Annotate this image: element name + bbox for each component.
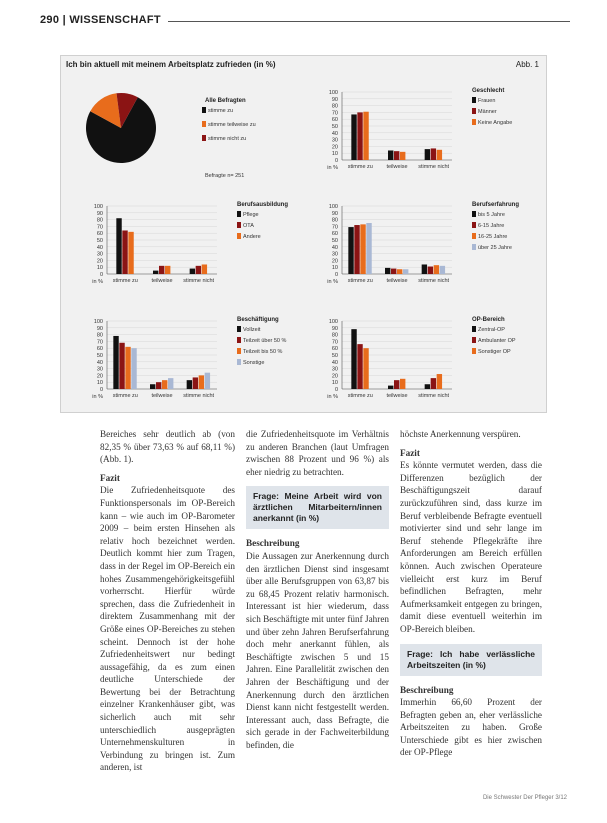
- legend-label: über 25 Jahre: [478, 245, 512, 251]
- legend-label: stimme teilweise zu: [208, 122, 256, 128]
- legend-title: Berufsausbildung: [237, 202, 289, 208]
- y-tick-label: 60: [96, 231, 103, 238]
- y-tick-label: 30: [331, 251, 338, 258]
- y-tick-label: 60: [331, 117, 338, 124]
- legend-label: 16-25 Jahre: [478, 234, 508, 240]
- y-tick-label: 70: [96, 339, 103, 346]
- y-tick-label: 0: [334, 272, 338, 278]
- text-column-3: [400, 428, 542, 765]
- y-tick-label: 60: [96, 346, 103, 353]
- legend-label: Sonstiger OP: [478, 349, 511, 355]
- x-tick-label: stimme nicht: [183, 278, 215, 284]
- paragraph: Die Zufriedenheitsquote des Funktionspersonals im OP-Bereich kann – wie auch im OP-Barometer 2009 – beim ersten Hinsehen als relativ hoch bezeichnet werden. Deutlich kommt hier zum Tragen, dass in der Regel im OP-Bereich ein hohes Zusammengehörigkeitsgefühl vorherrscht. Hierfür würde sprechen, dass die Zufriedenheit in direktem Zusammenhang mit der Größe eines OP-Bereiches zu stehen scheint. Dennoch ist der hohe Zufriedenheitswert nur bedingt aussagefähig, da es zum einen deutliche Unterschiede der Bewertung bei der Betrachtung einzelner Krankenhäuser gibt, was sicherlich auch mit sehr unterschiedlich ausgeprägten Unternehmenskulturen in Verbindung zu bringen ist. Zum anderen, ist: [100, 485, 235, 773]
- y-tick-label: 40: [331, 244, 338, 251]
- legend-label: Sonstige: [243, 360, 265, 366]
- x-tick-label: stimme zu: [112, 278, 138, 284]
- y-tick-label: 40: [96, 359, 103, 366]
- text-column-1: [100, 428, 235, 780]
- y-tick-label: 90: [331, 96, 338, 103]
- y-tick-label: 70: [331, 224, 338, 231]
- figure-title: Ich bin aktuell mit meinem Arbeitsplatz zufrieden (in %): [66, 60, 276, 69]
- figure-number: Abb. 1: [515, 60, 539, 69]
- paragraph: die Zufriedenheitsquote im Verhältnis zu anderen Branchen (laut Umfragen zwischen 88 Prozent und 96 %) als eher niedrig zu betrachten.: [246, 429, 389, 477]
- y-tick-label: 80: [331, 332, 338, 339]
- section-heading: Fazit: [400, 447, 420, 458]
- x-tick-label: teilweise: [151, 278, 173, 284]
- y-tick-label: 80: [331, 103, 338, 110]
- legend-label: Frauen: [478, 98, 496, 104]
- section-heading: Beschreibung: [246, 538, 300, 549]
- legend-label: Ambulanter OP: [478, 338, 516, 344]
- y-tick-label: 60: [331, 231, 338, 238]
- y-tick-label: 30: [96, 251, 103, 258]
- x-tick-label: stimme nicht: [418, 393, 450, 399]
- legend-label: 6-15 Jahre: [478, 223, 505, 229]
- x-tick-label: stimme nicht: [183, 393, 215, 399]
- header-rule: [168, 21, 570, 22]
- y-tick-label: 10: [331, 265, 338, 272]
- legend-label: Männer: [478, 109, 497, 115]
- legend-label: stimme zu: [208, 108, 234, 114]
- y-tick-label: 80: [331, 217, 338, 224]
- y-tick-label: 40: [331, 359, 338, 366]
- y-tick-label: 100: [328, 319, 338, 325]
- legend-label: stimme nicht zu: [208, 136, 247, 142]
- x-tick-label: stimme zu: [347, 278, 373, 284]
- x-tick-label: teilweise: [386, 393, 408, 399]
- legend-label: Zentral-OP: [478, 327, 505, 333]
- y-tick-label: 70: [96, 224, 103, 231]
- section-heading: Fazit: [100, 472, 120, 483]
- section-heading: Beschreibung: [400, 684, 454, 695]
- legend-label: OTA: [243, 223, 254, 229]
- y-tick-label: 80: [96, 217, 103, 224]
- y-tick-label: 10: [331, 151, 338, 158]
- y-tick-label: 50: [331, 353, 338, 359]
- y-tick-label: 100: [328, 90, 338, 96]
- page-footer: Die Schwester Der Pfleger 3/12: [482, 795, 567, 801]
- legend-label: Andere: [243, 234, 261, 240]
- legend-title: Geschlecht: [472, 88, 505, 94]
- y-tick-label: 50: [96, 238, 103, 244]
- y-tick-label: 10: [96, 380, 103, 387]
- y-tick-label: 90: [331, 210, 338, 217]
- legend-label: Pflege: [243, 212, 259, 218]
- legend-label: Keine Angabe: [478, 120, 513, 126]
- paragraph: Es könnte vermutet werden, dass die Differenzen bezüglich der Beschäftigungszeit darauf zurückzuführen sind, dass kurze im Beruf verbleibende Befragte eventuell motivierter sind und sehr lange im Beruf stehende Pflegekräfte ihre Anforderungen am Bereich erfüllen können. Auch zwischen Operateure vielleicht erst kurz im Beruf befindlichen Befragten, mehr Aufmerksamkeit entgegen zu bringen, damit diese eventuell weiterhin im OP-Bereich bleiben.: [400, 460, 542, 634]
- y-tick-label: 100: [328, 204, 338, 210]
- y-unit-label: in %: [327, 165, 338, 171]
- legend-label: bis 5 Jahre: [478, 212, 505, 218]
- x-tick-label: stimme zu: [112, 393, 138, 399]
- legend-title: OP-Bereich: [472, 317, 505, 323]
- legend-title: Beschäftigung: [237, 317, 279, 323]
- paragraph: höchste Anerkennung verspüren.: [400, 429, 521, 439]
- y-unit-label: in %: [92, 279, 103, 285]
- text-column-2: [246, 428, 389, 757]
- y-tick-label: 30: [331, 137, 338, 144]
- legend-label: Vollzeit: [243, 327, 261, 333]
- y-tick-label: 20: [331, 258, 338, 265]
- y-unit-label: in %: [92, 394, 103, 400]
- y-tick-label: 50: [331, 124, 338, 130]
- page-header: [40, 12, 570, 30]
- y-tick-label: 100: [93, 319, 103, 325]
- x-tick-label: stimme nicht: [418, 278, 450, 284]
- figure-box: [60, 55, 547, 413]
- x-tick-label: stimme zu: [347, 164, 373, 170]
- paragraph: Bereiches sehr deutlich ab (von 82,35 % über 73,63 % auf 68,11 %) (Abb. 1).: [100, 429, 235, 465]
- y-unit-label: in %: [327, 279, 338, 285]
- x-tick-label: stimme nicht: [418, 164, 450, 170]
- x-tick-label: teilweise: [151, 393, 173, 399]
- y-tick-label: 90: [96, 325, 103, 332]
- y-tick-label: 10: [96, 265, 103, 272]
- y-tick-label: 30: [96, 366, 103, 373]
- y-tick-label: 80: [96, 332, 103, 339]
- legend-label: Teilzeit über 50 %: [243, 338, 287, 344]
- legend-label: Teilzeit bis 50 %: [243, 349, 283, 355]
- y-tick-label: 50: [331, 238, 338, 244]
- sample-size-label: Befragte n= 251: [205, 173, 245, 179]
- y-tick-label: 90: [96, 210, 103, 217]
- y-tick-label: 10: [331, 380, 338, 387]
- y-tick-label: 20: [331, 373, 338, 380]
- y-tick-label: 20: [331, 144, 338, 151]
- y-tick-label: 50: [96, 353, 103, 359]
- page-number-section: 290 | WISSENSCHAFT: [40, 14, 161, 26]
- y-tick-label: 90: [331, 325, 338, 332]
- x-tick-label: teilweise: [386, 278, 408, 284]
- paragraph: Immerhin 66,60 Prozent der Befragten geben an, eher verlässliche Arbeitszeiten zu haben. Große Unterschiede gibt es hier zwischen der OP-Pflege: [400, 697, 542, 758]
- x-tick-label: stimme zu: [347, 393, 373, 399]
- y-tick-label: 100: [93, 204, 103, 210]
- y-tick-label: 70: [331, 110, 338, 117]
- y-tick-label: 0: [99, 387, 103, 393]
- y-tick-label: 40: [331, 130, 338, 137]
- y-tick-label: 0: [99, 272, 103, 278]
- y-tick-label: 40: [96, 244, 103, 251]
- y-tick-label: 20: [96, 373, 103, 380]
- x-tick-label: teilweise: [386, 164, 408, 170]
- y-tick-label: 0: [334, 158, 338, 164]
- y-tick-label: 30: [331, 366, 338, 373]
- question-box: Frage: Ich habe verlässliche Arbeitszeiten (in %): [400, 644, 542, 676]
- pie-legend-title: Alle Befragten: [205, 98, 246, 104]
- y-tick-label: 70: [331, 339, 338, 346]
- y-tick-label: 20: [96, 258, 103, 265]
- y-tick-label: 0: [334, 387, 338, 393]
- legend-title: Berufserfahrung: [472, 202, 520, 208]
- y-tick-label: 60: [331, 346, 338, 353]
- paragraph: Die Aussagen zur Anerkennung durch den ärztlichen Dienst sind insgesamt über alle Berufsgruppen von 63,87 bis zu 68,45 Prozent relativ harmonisch. Interessant ist hier wiederum, dass sich Beschäftigte mit unter fünf Jahren und über zehn Jahren Berufserfahrung doch mehr anerkannt fühlen, als Beschäftigte zwischen 5 und 15 Jahren. Eine Parallelität zwischen den Jahren der Beschäftigung und der Anerkennung durch den ärztlichen Dienst kann nicht festgestellt werden. Interessant auch, dass Befragte, die sich gerade in der Fachweiterbildung befinden, die: [246, 550, 389, 750]
- question-box: Frage: Meine Arbeit wird von ärztlichen Mitarbeitern/innen anerkannt (in %): [246, 486, 389, 529]
- y-unit-label: in %: [327, 394, 338, 400]
